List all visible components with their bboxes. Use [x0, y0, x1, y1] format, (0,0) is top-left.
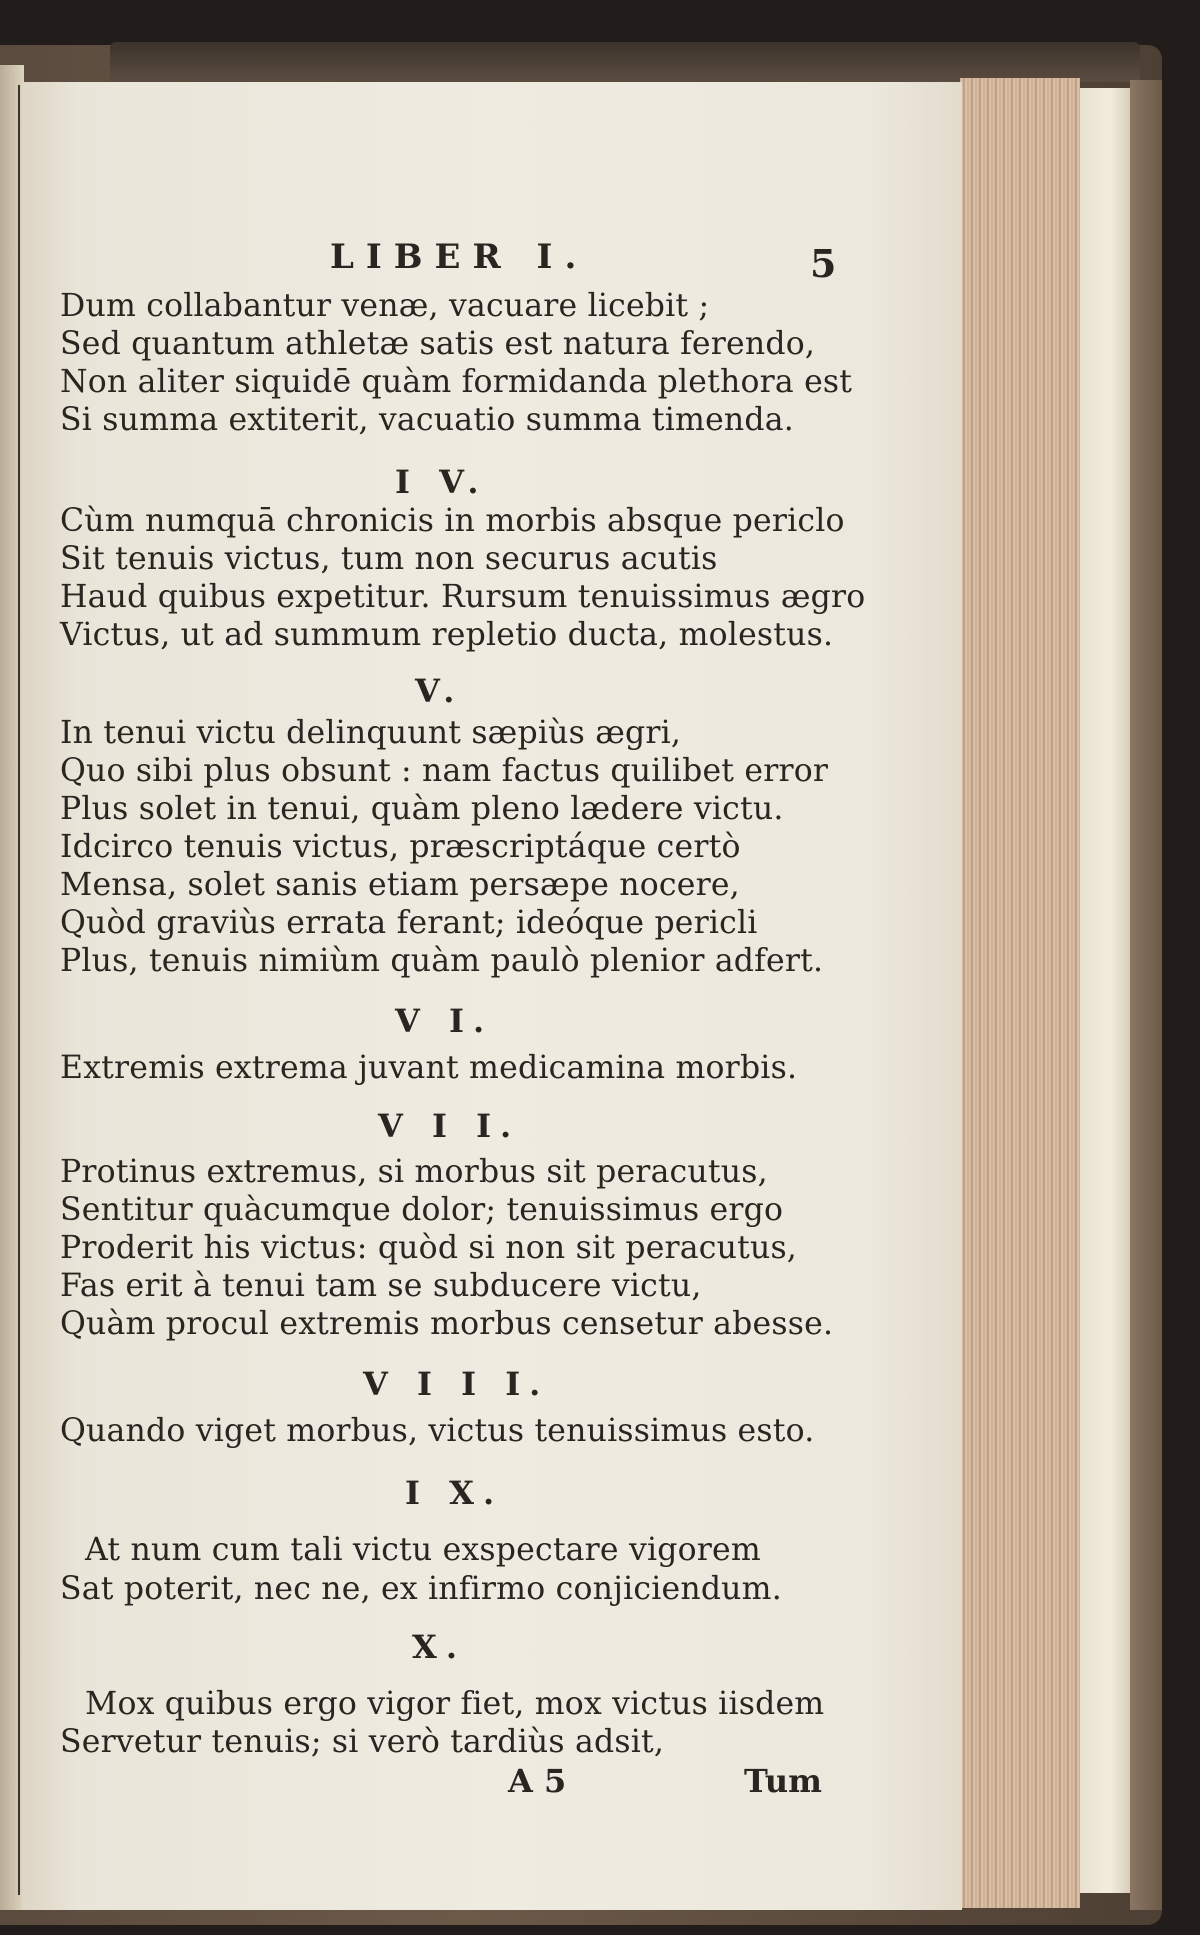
section-heading: V I I. — [378, 1107, 521, 1145]
verse-line: Quàm procul extremis morbus censetur abesse. — [60, 1306, 834, 1342]
verse-line: Dum collabantur venæ, vacuare licebit ; — [60, 288, 710, 324]
verse-line: Haud quibus expetitur. Rursum tenuissimus ægro — [60, 579, 866, 615]
verse-line: Mensa, solet sanis etiam persæpe nocere, — [60, 867, 740, 903]
verse-line: Quòd graviùs errata ferant; ideóque pericli — [60, 905, 758, 941]
book-cover-top-edge — [110, 42, 1140, 82]
verse-line: In tenui victu delinquunt sæpiùs ægri, — [60, 715, 682, 751]
verse-line: At num cum tali victu exspectare vigorem — [85, 1532, 761, 1568]
verse-line: Si summa extiterit, vacuatio summa timenda. — [60, 402, 794, 438]
verse-line: Plus, tenuis nimiùm quàm paulò plenior adfert. — [60, 943, 824, 979]
section-heading: X. — [412, 1628, 466, 1666]
verse-line: Quando viget morbus, victus tenuissimus esto. — [60, 1413, 815, 1449]
verse-line: Sentitur quàcumque dolor; tenuissimus ergo — [60, 1192, 784, 1228]
page-fore-edge — [960, 78, 1080, 1908]
catchword: Tum — [744, 1762, 822, 1800]
running-head — [60, 217, 890, 286]
signature-mark: A 5 — [508, 1762, 567, 1800]
verse-line: Sit tenuis victus, tum non securus acutis — [60, 541, 718, 577]
section-heading: V. — [415, 672, 464, 710]
cover-fore-edge — [1130, 80, 1162, 1910]
verse-line: Mox quibus ergo vigor fiet, mox victus iisdem — [85, 1686, 825, 1722]
page-fore-edge-light — [1080, 88, 1130, 1893]
facing-page-edge — [0, 65, 24, 1910]
section-heading: V I I I. — [363, 1365, 550, 1403]
running-title: LIBER I. — [330, 237, 589, 277]
verse-line: Non aliter siquidē quàm formidanda plethora est — [60, 364, 853, 400]
gutter-line — [18, 85, 20, 1895]
verse-line: Cùm numquā chronicis in morbis absque periclo — [60, 503, 845, 539]
verse-line: Sat poterit, nec ne, ex infirmo conjiciendum. — [60, 1571, 782, 1607]
verse-line: Sed quantum athletæ satis est natura ferendo, — [60, 326, 816, 362]
verse-line: Servetur tenuis; si verò tardiùs adsit, — [60, 1724, 665, 1760]
printed-page — [22, 82, 962, 1910]
verse-line: Plus solet in tenui, quàm pleno lædere victu. — [60, 791, 784, 827]
verse-line: Proderit his victus: quòd si non sit peracutus, — [60, 1230, 798, 1266]
verse-line: Protinus extremus, si morbus sit peracutus, — [60, 1154, 768, 1190]
verse-line: Idcirco tenuis victus, præscriptáque certò — [60, 829, 741, 865]
section-heading: V I. — [395, 1002, 494, 1040]
verse-line: Victus, ut ad summum repletio ducta, molestus. — [60, 617, 834, 653]
section-heading: I V. — [395, 463, 488, 501]
verse-line: Quo sibi plus obsunt : nam factus quilibet error — [60, 753, 829, 789]
section-heading: I X. — [405, 1474, 504, 1512]
verse-line: Extremis extrema juvant medicamina morbis. — [60, 1050, 798, 1086]
page-number: 5 — [810, 241, 837, 286]
verse-line: Fas erit à tenui tam se subducere victu, — [60, 1268, 702, 1304]
